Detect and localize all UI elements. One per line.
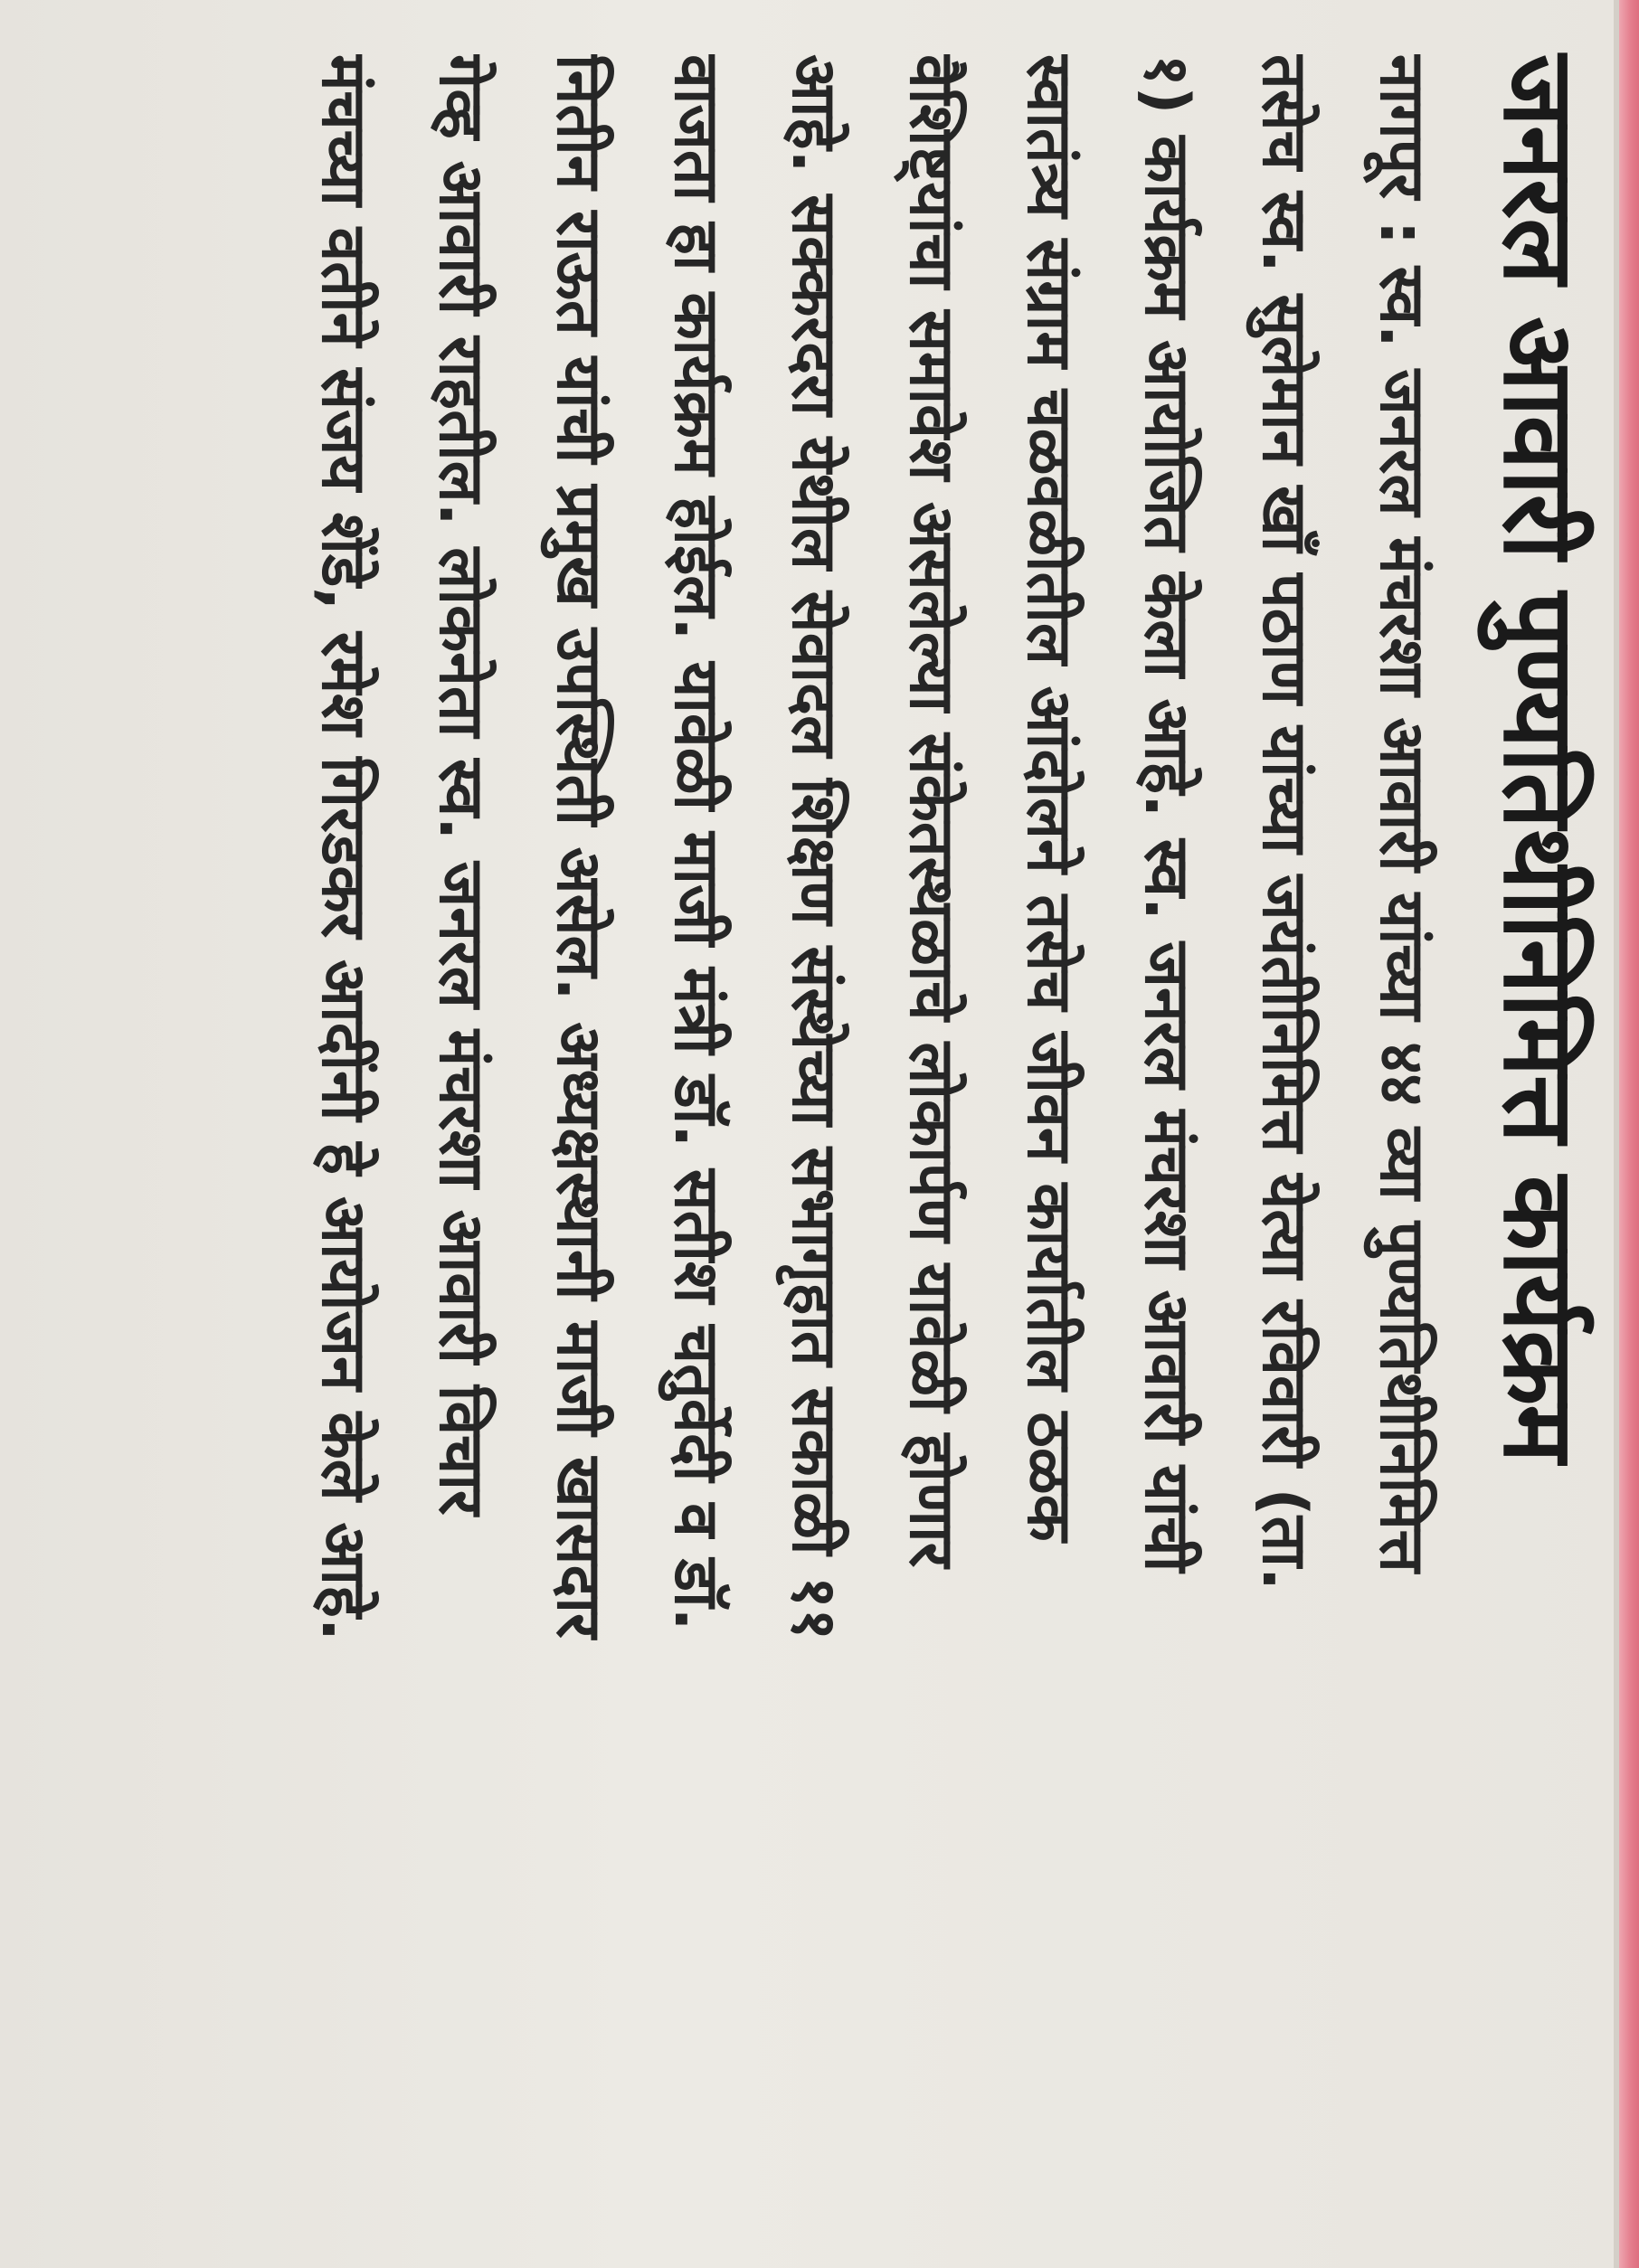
article-line: वाजता हा कार्यक्रम होईल. यावेळी माजी मंत्री डॉ. सतीश चतुर्वेदी व डॉ. (660, 54, 732, 1631)
article-line: वैशिष्ट्यांचा समावेश असलेल्या संकेतस्थळाचे लोकार्पण यावेळी होणार (895, 54, 967, 1568)
article-line: स्वातंत्र्य संग्राम चळवळीतील आंदोलने तसेच जीवन कार्यातील ठळक (1013, 54, 1085, 1542)
article-line: तसेच स्व. सुलेमान खाँ पठाण यांच्या जयंतीनिमित्त येत्या रविवारी (ता. (1248, 54, 1320, 1591)
article-line: गेव्ह आवारी राहतील. लोकनेता स्व. जनरल मंचरशा आवारी विचार (425, 54, 497, 1516)
article-line: नागपूर : स्व. जनरल मंचरशा आवारी यांच्या ४४ व्या पुण्यतिथीनिमित्त (1366, 54, 1437, 1573)
article-body (284, 36, 1460, 2243)
article-line: आहे. सक्करदरा येथील सेवादल शिक्षण संस्थेच्या सभागृहात सकाळी ११ (778, 54, 849, 1640)
article-headline: जनरल आवारी पुण्यतिथीनिमित्त कार्यक्रम (1482, 54, 1595, 1462)
article-line: १) कार्यक्रम आयोजित केला आहे. स्व. जनरल मंचरशा आवारी यांची (1131, 54, 1202, 1573)
article-line: मंचच्या वतीने संजय शेंडे, रमेश गिरडकर आदींनी हे आयोजन केले आहे. (308, 54, 379, 1641)
pink-background-edge (1619, 0, 1639, 2268)
rotated-article (18, 36, 1610, 2243)
article-line: नितीन राऊत यांची प्रमुख उपस्थिती असेल. अध्यक्षस्थानी माजी खासदार (543, 54, 614, 1639)
